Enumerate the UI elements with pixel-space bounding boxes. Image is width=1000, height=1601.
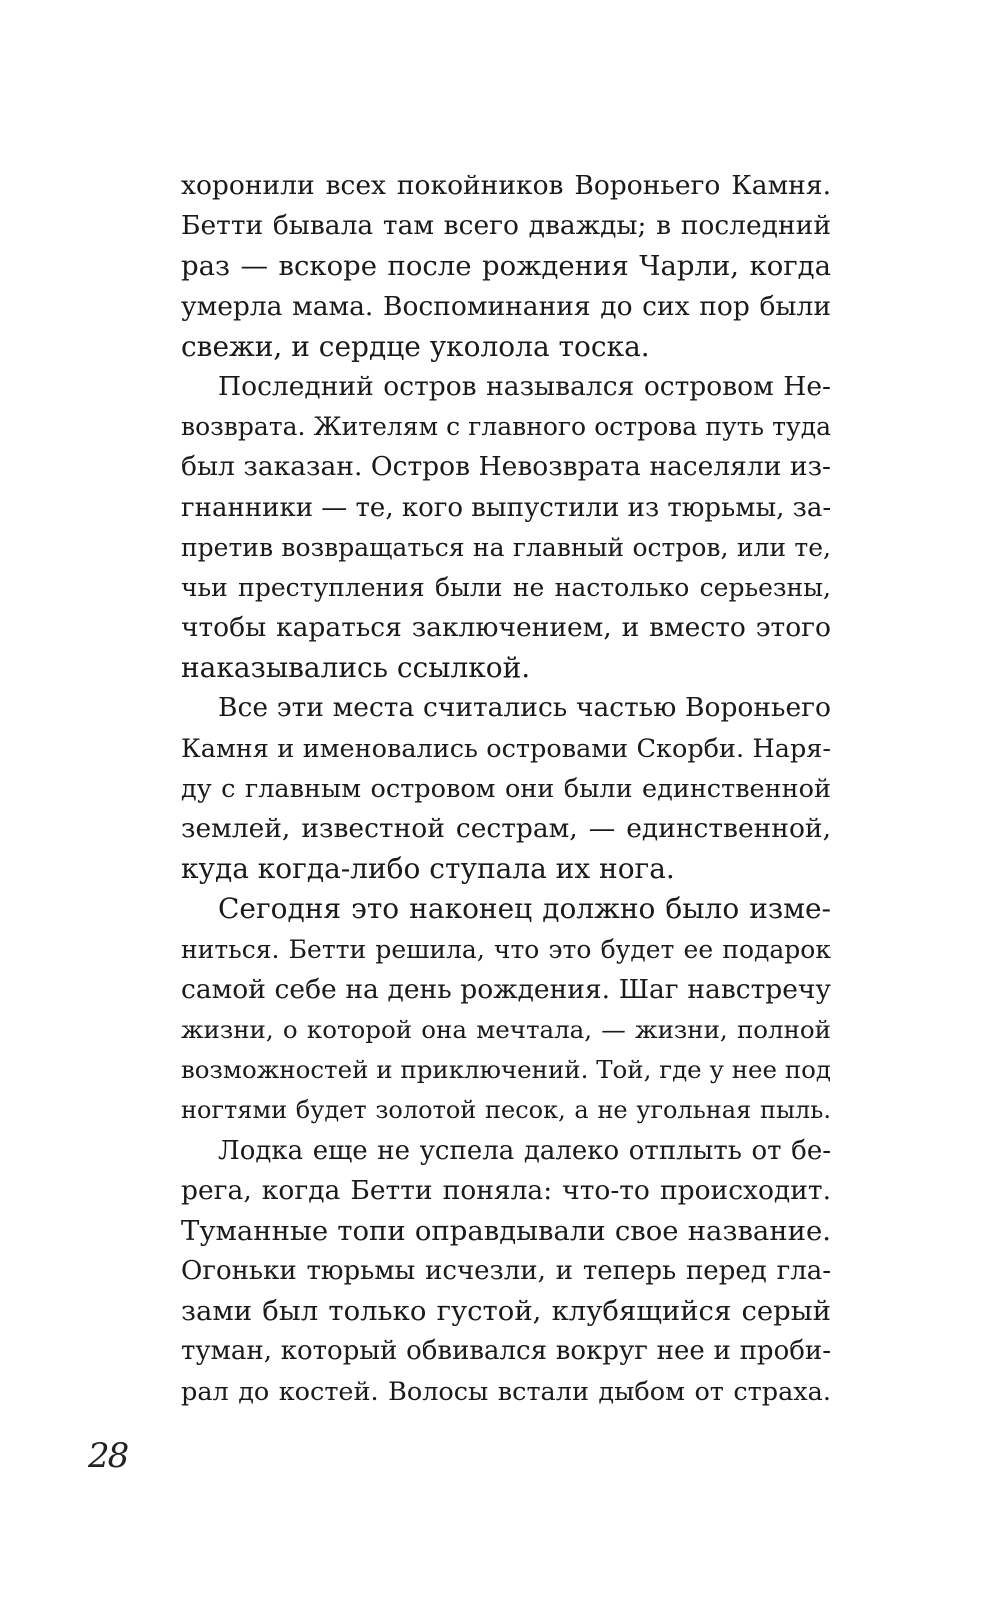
paragraph-2 <box>181 367 831 689</box>
text-line: претив возвращаться на главный остров, или те, <box>181 532 831 562</box>
text-line: рега, когда Бетти поняла: что-то происходит. <box>181 1174 831 1206</box>
text-line: Лодка еще не успела далеко отплыть от бе- <box>218 1135 831 1166</box>
paragraph-4 <box>181 889 831 1130</box>
text-line: хоронили всех покойников Вороньего Камня. <box>181 170 831 201</box>
text-line: возврата. Жителям с главного острова путь туда <box>181 412 831 442</box>
text-line: ду с главным островом они были единственной <box>181 773 831 804</box>
paragraph-1 <box>181 166 831 367</box>
text-line: возможностей и приключений. Той, где у нее под <box>181 1055 831 1085</box>
text-line: ниться. Бетти решила, что это будет ее подарок <box>181 934 831 964</box>
text-line: чьи преступления были не настолько серьезны, <box>181 572 831 602</box>
text-line: раз — вскоре после рождения Чарли, когда <box>181 250 831 283</box>
text-line: чтобы караться заключением, и вместо этого <box>181 612 831 644</box>
text-line: умерла мама. Воспоминания до сих пор были <box>181 290 831 322</box>
text-line: ногтями будет золотой песок, а не угольная пыль. <box>181 1096 831 1125</box>
text-line: землей, известной сестрам, — единственной, <box>181 813 831 844</box>
text-line: гнанники — те, кого выпустили из тюрьмы, за- <box>181 492 832 523</box>
text-line: самой себе на день рождения. Шаг навстречу <box>181 973 831 1005</box>
paragraph-3 <box>181 688 831 889</box>
text-line: наказывались ссылкой. <box>181 651 531 685</box>
page-number: 28 <box>88 1436 128 1476</box>
text-line: Все эти места считались частью Вороньего <box>218 692 831 724</box>
text-line: зами был только густой, клубящийся серый <box>181 1295 831 1328</box>
text-line: свежи, и сердце уколола тоска. <box>181 329 650 363</box>
text-line: Огоньки тюрьмы исчезли, и теперь перед гла- <box>181 1256 831 1287</box>
text-line: куда когда-либо ступала их нога. <box>181 852 675 886</box>
text-line: Последний остров назывался островом Не- <box>218 370 831 402</box>
page-body <box>181 166 831 1412</box>
text-line: Камня и именовались островами Скорби. Наря- <box>181 733 831 764</box>
text-line: Туманные топи оправдывали свое название. <box>181 1214 831 1247</box>
text-line: туман, который обвивался вокруг нее и проби- <box>181 1336 831 1367</box>
text-line: жизни, о которой она мечтала, — жизни, полной <box>181 1014 831 1044</box>
text-line: Сегодня это наконец должно было изме- <box>218 892 831 926</box>
text-line: Бетти бывала там всего дважды; в последний <box>181 210 831 242</box>
paragraph-5 <box>181 1131 831 1412</box>
text-line: рал до костей. Волосы встали дыбом от страха. <box>181 1376 831 1407</box>
text-line: был заказан. Остров Невозврата населяли из- <box>181 451 831 483</box>
